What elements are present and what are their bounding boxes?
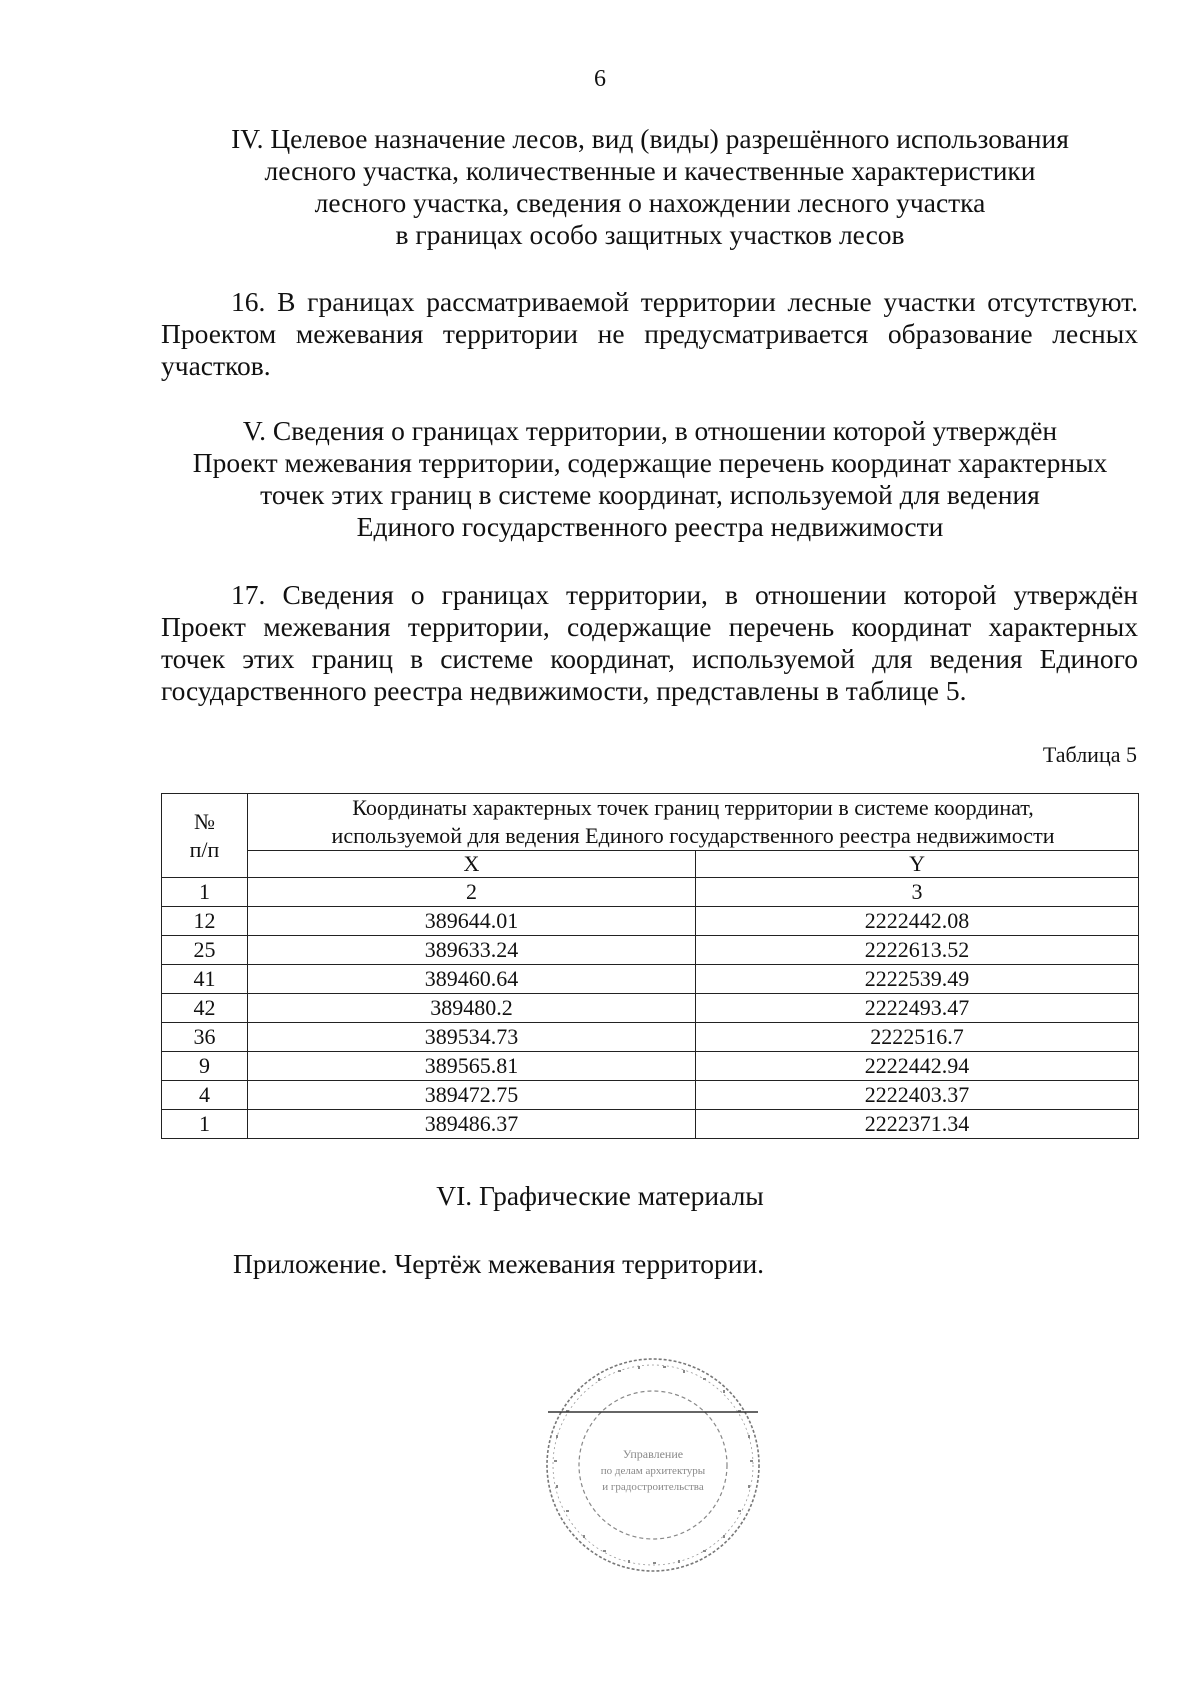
table-row (162, 1052, 1139, 1081)
coord-y: 2222516.7 (696, 1023, 1139, 1052)
section-6-title: VI. Графические материалы (436, 1180, 764, 1211)
column-index: 1 (162, 878, 248, 907)
paragraph-line: 17. Сведения о границах территории, в отношении которой утверждён (231, 579, 1138, 610)
paragraph-line: Проектом межевания территории не предусматривается образование лесных (161, 318, 1138, 349)
section-4-title (120, 123, 1180, 251)
section-4-title-line: лесного участка, сведения о нахождении лесного участка (314, 187, 986, 218)
coord-x: 389633.24 (248, 936, 696, 965)
coord-y: 2222493.47 (696, 994, 1139, 1023)
paragraph-line: точек этих границ в системе координат, используемой для ведения Единого (161, 643, 1138, 674)
table-row (162, 1023, 1139, 1052)
section-5-title-line: Единого государственного реестра недвижимости (356, 511, 944, 542)
coord-y: 2222371.34 (696, 1110, 1139, 1139)
header-number-line: № (194, 808, 215, 834)
page-number: 6 (594, 66, 606, 92)
paragraph-line: государственного реестра недвижимости, представлены в таблице 5. (161, 675, 967, 706)
paragraph-line: 16. В границах рассматриваемой территории лесные участки отсутствуют. (231, 286, 1138, 317)
coord-x: 389644.01 (248, 907, 696, 936)
official-seal (538, 1350, 768, 1580)
coord-x: 389565.81 (248, 1052, 696, 1081)
column-index: 3 (696, 878, 1139, 907)
point-number: 41 (162, 965, 248, 994)
paragraph-line: участков. (161, 350, 271, 381)
section-4-title-line: IV. Целевое назначение лесов, вид (виды) разрешённого использования (231, 123, 1069, 154)
header-coordinates-line: Координаты характерных точек границ территории в системе координат, (352, 795, 1034, 820)
table-row (162, 1110, 1139, 1139)
table-caption: Таблица 5 (1042, 742, 1137, 767)
table-row (162, 994, 1139, 1023)
header-coordinates (248, 794, 1139, 851)
section-5-title-line: Проект межевания территории, содержащие перечень координат характерных (192, 447, 1108, 478)
header-number-line: п/п (189, 836, 220, 862)
paragraph-line: Проект межевания территории, содержащие перечень координат характерных (161, 611, 1138, 642)
section-4-title-line: в границах особо защитных участков лесов (395, 219, 905, 250)
seal-text-line: Управление (622, 1447, 684, 1461)
coord-y: 2222442.94 (696, 1052, 1139, 1081)
coord-x: 389472.75 (248, 1081, 696, 1110)
table-row (162, 1081, 1139, 1110)
seal-text-line: и градостроительства (602, 1481, 704, 1493)
coord-y: 2222442.08 (696, 907, 1139, 936)
table-row (162, 907, 1139, 936)
section-5-title (120, 415, 1180, 543)
point-number: 1 (162, 1110, 248, 1139)
column-index: 2 (248, 878, 696, 907)
header-y: Y (696, 851, 1139, 878)
coord-x: 389534.73 (248, 1023, 696, 1052)
section-4-title-line: лесного участка, количественные и качественные характеристики (264, 155, 1036, 186)
point-number: 25 (162, 936, 248, 965)
coord-y: 2222539.49 (696, 965, 1139, 994)
header-number (162, 794, 248, 878)
coord-x: 389460.64 (248, 965, 696, 994)
section-5-title-line: V. Сведения о границах территории, в отношении которой утверждён (242, 415, 1058, 446)
section-5-title-line: точек этих границ в системе координат, используемой для ведения (260, 479, 1040, 510)
table-row (162, 965, 1139, 994)
table-row (162, 936, 1139, 965)
coord-y: 2222403.37 (696, 1081, 1139, 1110)
seal-text-line: по делам архитектуры (600, 1465, 706, 1477)
coord-y: 2222613.52 (696, 936, 1139, 965)
header-x: X (248, 851, 696, 878)
point-number: 36 (162, 1023, 248, 1052)
coord-x: 389486.37 (248, 1110, 696, 1139)
paragraph-16 (161, 286, 1138, 382)
point-number: 42 (162, 994, 248, 1023)
appendix-note: Приложение. Чертёж межевания территории. (233, 1248, 765, 1279)
paragraph-17 (161, 579, 1138, 707)
coord-x: 389480.2 (248, 994, 696, 1023)
header-coordinates-line: используемой для ведения Единого государственного реестра недвижимости (331, 823, 1055, 848)
point-number: 4 (162, 1081, 248, 1110)
point-number: 12 (162, 907, 248, 936)
point-number: 9 (162, 1052, 248, 1081)
coordinates-table (161, 793, 1139, 1139)
